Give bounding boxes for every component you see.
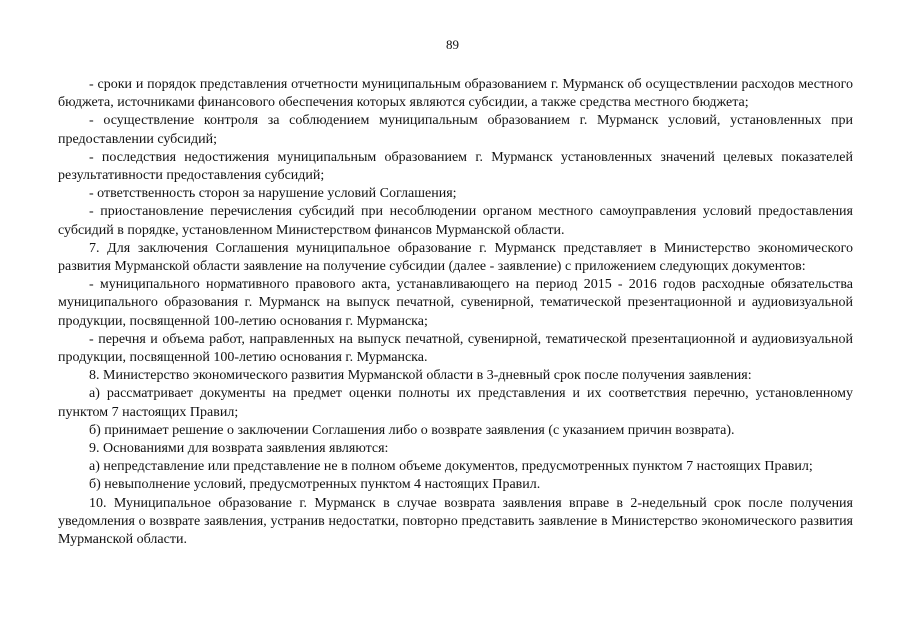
paragraph: - муниципального нормативного правового акта, устанавливающего на период 2015 - 2016 годов расходные обязательства муниципального образования г. Мурманск на выпуск печатной, сувенирной, тематической презентационной и аудиовизуальной продукции, посвященной 100-летию основания г. Мурманска; xyxy=(58,277,853,329)
document-body xyxy=(58,76,853,549)
paragraph: - осуществление контроля за соблюдением муниципальным образованием г. Мурманск условий, установленных при предоставлении субсидий; xyxy=(58,113,853,147)
paragraph: б) принимает решение о заключении Соглашения либо о возврате заявления (с указанием причин возврата). xyxy=(89,422,735,438)
paragraph: - последствия недостижения муниципальным образованием г. Мурманск установленных значений целевых показателей результативности предоставления субсидий; xyxy=(58,149,853,184)
paragraph: а) непредставление или представление не в полном объеме документов, предусмотренных пунктом 7 настоящих Правил; xyxy=(89,459,813,475)
paragraph: 7. Для заключения Соглашения муниципальное образование г. Мурманск представляет в Министерство экономического развития Мурманской области заявление на получение субсидии (далее - заявление) с приложением следующих документов: xyxy=(58,240,853,275)
paragraph: 9. Основаниями для возврата заявления являются: xyxy=(89,441,389,457)
paragraph: - приостановление перечисления субсидий при несоблюдении органом местного самоуправления условий предоставления субсидий в порядке, установленном Министерством финансов Мурманской области. xyxy=(58,204,853,238)
paragraph: 10. Муниципальное образование г. Мурманск в случае возврата заявления вправе в 2-недельный срок после получения уведомления о возврате заявления, устранив недостатки, повторно представить заявление в Министерство экономического развития Мурманской области. xyxy=(58,495,853,548)
paragraph: б) невыполнение условий, предусмотренных пунктом 4 настоящих Правил. xyxy=(89,477,541,493)
paragraph: а) рассматривает документы на предмет оценки полноты их представления и их соответствия перечню, установленному пунктом 7 настоящих Правил; xyxy=(58,386,853,420)
paragraph: - сроки и порядок представления отчетности муниципальным образованием г. Мурманск об осуществлении расходов местного бюджета, источниками финансового обеспечения которых являются субсидии, а также средства местного бюджета; xyxy=(58,77,853,111)
paragraph: - ответственность сторон за нарушение условий Соглашения; xyxy=(89,186,457,202)
paragraph: - перечня и объема работ, направленных на выпуск печатной, сувенирной, тематической презентационной и аудиовизуальной продукции, посвященной 100-летию основания г. Мурманска. xyxy=(58,331,853,366)
page-number: 89 xyxy=(446,37,459,52)
paragraph: 8. Министерство экономического развития Мурманской области в 3-дневный срок после получения заявления: xyxy=(89,368,752,384)
